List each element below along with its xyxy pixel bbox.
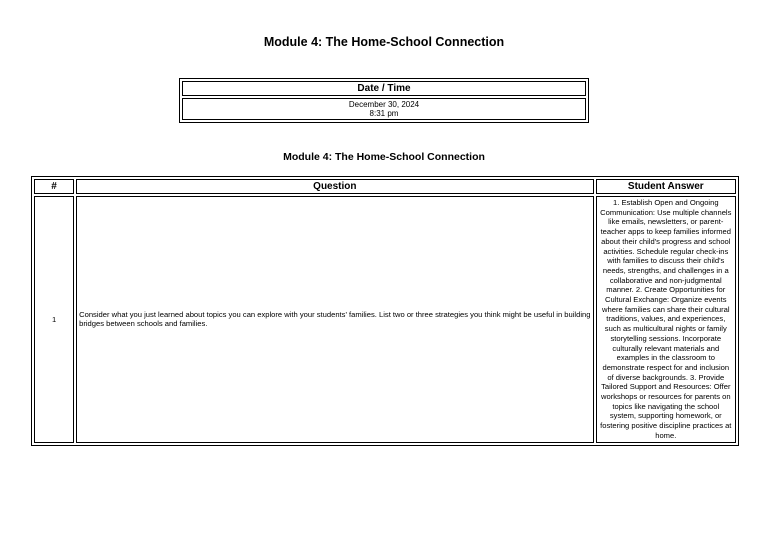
- column-header-number: #: [34, 179, 74, 194]
- question-text: Consider what you just learned about topics you can explore with your students' families. List two or three strategies you think might be useful in building bridges between schools and families.: [76, 196, 593, 443]
- qa-table-header-row: [34, 179, 736, 194]
- column-header-answer: Student Answer: [596, 179, 736, 194]
- row-number: 1: [34, 196, 74, 443]
- section-title: Module 4: The Home-School Connection: [283, 151, 485, 163]
- page-title: Module 4: The Home-School Connection: [263, 35, 505, 49]
- table-row: [34, 196, 736, 443]
- datetime-header: Date / Time: [182, 81, 586, 96]
- student-answer-text: 1. Establish Open and Ongoing Communication: Use multiple channels like emails, newsletters, or parent-teacher apps to keep families informed about their child's progress and school activities. Schedule regular check-ins with families to discuss their child's needs, strengths, and challenges in a collaborative and non-judgmental manner. 2. Create Opportunities for Cultural Exchange: Organize events where families can share their cultural traditions, values, and experiences, such as multicultural nights or family storytelling sessions. Incorporate culturally relevant materials and examples in the classroom to demonstrate respect for and inclusion of diverse backgrounds. 3. Provide Tailored Support and Resources: Offer workshops or resources for parents on topics like navigating the school system, supporting homework, or fostering positive discipline practices at home.: [596, 196, 736, 443]
- time-text: 8:31 pm: [369, 109, 399, 118]
- column-header-question: Question: [76, 179, 593, 194]
- qa-table: [31, 176, 739, 446]
- date-text: December 30, 2024: [348, 100, 420, 109]
- datetime-table: [179, 78, 589, 123]
- datetime-cell: [182, 98, 586, 120]
